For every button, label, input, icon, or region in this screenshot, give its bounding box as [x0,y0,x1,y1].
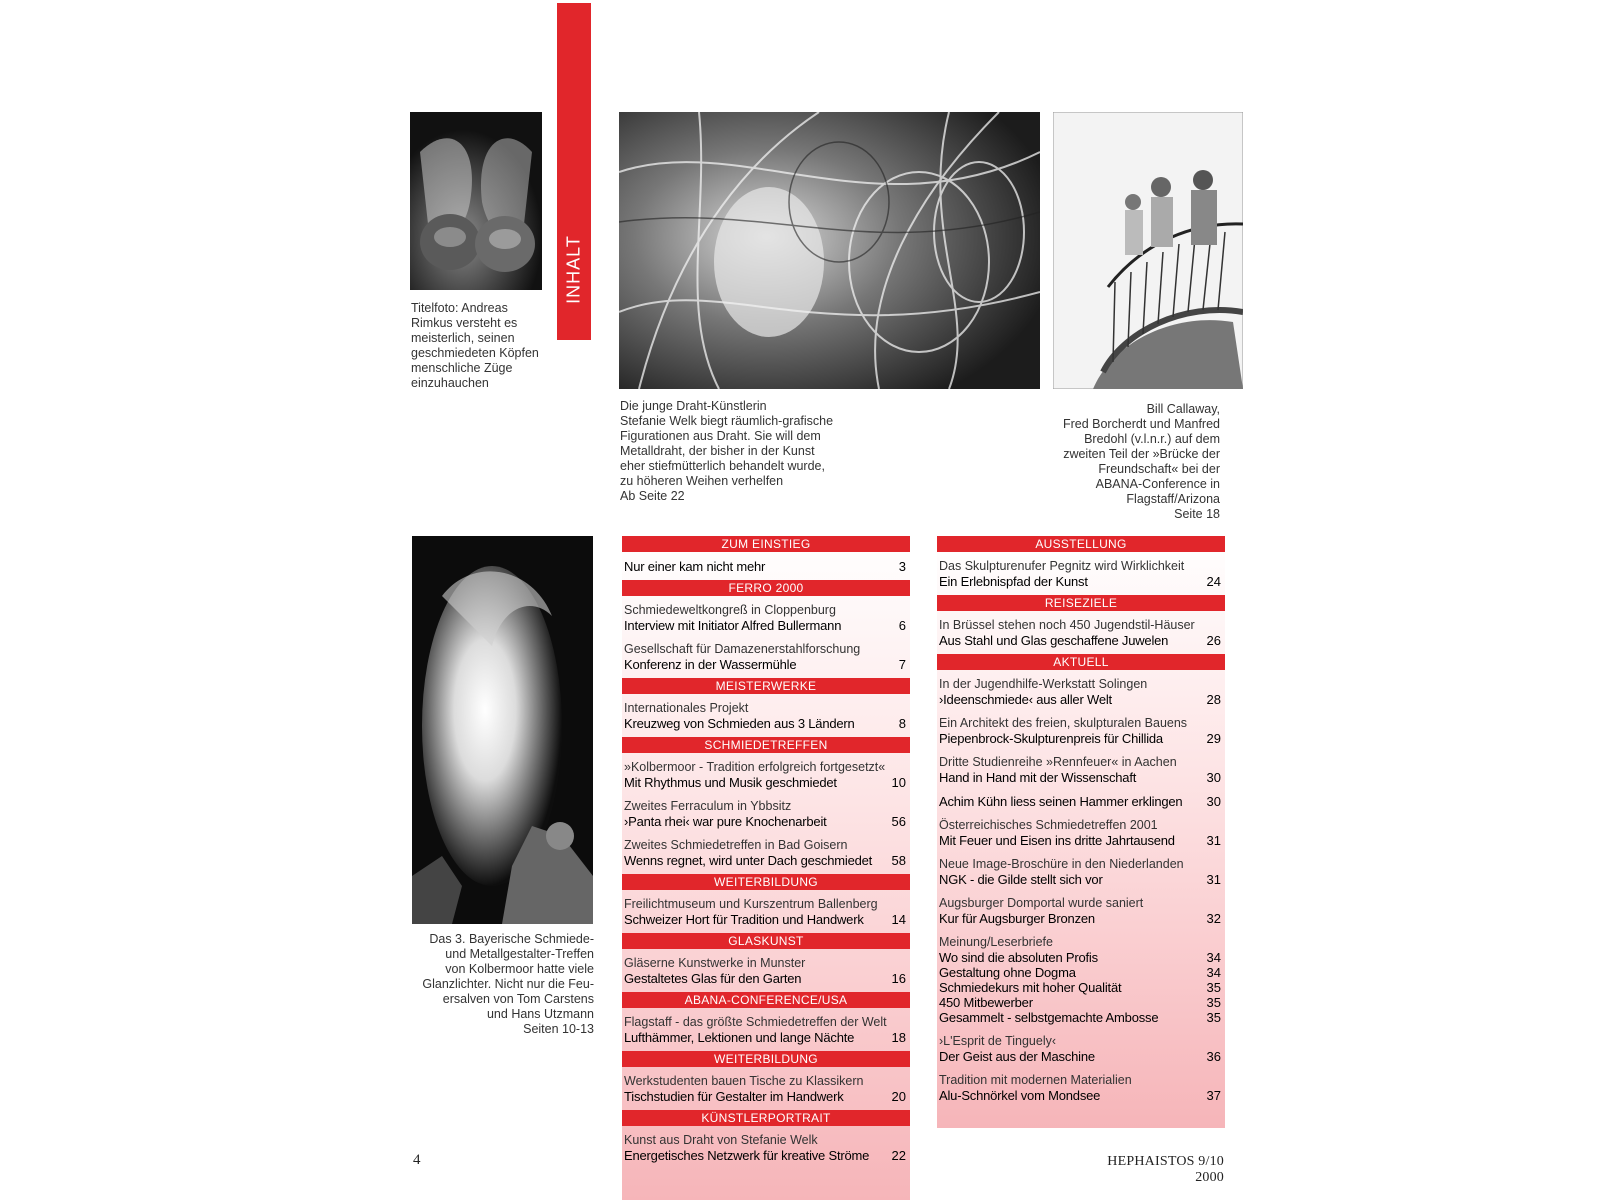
toc-entry-page: 58 [891,853,906,868]
caption-fire: Das 3. Bayerische Schmiede- und Metallgestalter-Treffen von Kolbermoor hatte viele Glanzlichter. Nicht nur die Feu- ersalven von Tom Carstens und Hans Utzmann Seiten 10-13 [422,932,594,1036]
caption-wire-artist: Die junge Draht-Künstlerin Stefanie Welk biegt räumlich-grafische Figurationen aus Draht. Sie will dem Metalldraht, der bisher in der Kunst eher stiefmütterlich behandelt wurde, zu höheren Weihen verhelfen Ab Seite 22 [620,399,834,503]
toc-entry-title: Konferenz in der Wassermühle [624,657,797,672]
toc-entry-kicker: Schmiedeweltkongreß in Cloppenburg [624,603,836,617]
toc-column-left [622,536,910,1200]
toc-entry-kicker: Werkstudenten bauen Tische zu Klassikern [624,1074,864,1088]
toc-entry[interactable] [937,855,1225,889]
toc-section-header: SCHMIEDETREFFEN [622,737,910,753]
toc-entry-page: 28 [1206,692,1221,707]
toc-entry-page: 10 [891,775,906,790]
toc-section-header: GLASKUNST [622,933,910,949]
toc-entry[interactable] [622,601,910,635]
toc-entry-title: Wenns regnet, wird unter Dach geschmiedet [624,853,873,868]
toc-entry-line [939,965,1221,980]
toc-entry-page: 30 [1206,770,1221,785]
toc-entry-line [939,980,1221,995]
toc-entry-page: 32 [1206,911,1221,926]
toc-section-header: AUSSTELLUNG [937,536,1225,552]
toc-entry-kicker: Ein Architekt des freien, skulpturalen Bauens [939,716,1188,730]
toc-entry-line [939,911,1221,926]
photo-wire-artist [619,112,1040,389]
toc-entry-kicker: ›L'Esprit de Tinguely‹ [939,1034,1057,1048]
toc-entry-title: Achim Kühn liess seinen Hammer erklingen [939,794,1183,809]
toc-entry-title: Kur für Augsburger Bronzen [939,911,1095,926]
toc-entry-title: Kreuzweg von Schmieden aus 3 Ländern [624,716,855,731]
toc-entry-title: Ein Erlebnispfad der Kunst [939,574,1088,589]
photo-fire-breathers [412,536,593,924]
toc-entry-line [939,574,1221,589]
toc-entry[interactable] [622,954,910,988]
toc-entry-line [939,1088,1221,1103]
toc-entry-line [939,633,1221,648]
toc-entry-page: 18 [891,1030,906,1045]
toc-entry-page: 16 [891,971,906,986]
toc-entry-page: 36 [1206,1049,1221,1064]
toc-entry-line [624,657,906,672]
toc-entry-page: 31 [1206,872,1221,887]
toc-entry-line [624,912,906,927]
toc-entry-title: Tischstudien für Gestalter im Handwerk [624,1089,844,1104]
toc-section-header: REISEZIELE [937,595,1225,611]
inhalt-sidebar [557,3,591,340]
toc-section-header: WEITERBILDUNG [622,1051,910,1067]
toc-entry[interactable] [622,1013,910,1047]
title-photo-forged-heads [410,112,542,290]
toc-entry-page: 29 [1206,731,1221,746]
toc-entry-line [939,995,1221,1010]
toc-entry-page: 20 [891,1089,906,1104]
toc-entry-line [624,1148,906,1163]
toc-entry-page: 3 [898,559,906,574]
toc-section-header: WEITERBILDUNG [622,874,910,890]
toc-entry-title: Der Geist aus der Maschine [939,1049,1095,1064]
toc-entry-line [939,1010,1221,1025]
toc-entry[interactable] [622,699,910,733]
toc-entry-title: Aus Stahl und Glas geschaffene Juwelen [939,633,1169,648]
toc-entry-page: 56 [891,814,906,829]
toc-entry-line [939,731,1221,746]
toc-entry-line [939,692,1221,707]
toc-entry[interactable] [937,933,1225,1027]
toc-entry-title: Schmiedekurs mit hoher Qualität [939,980,1122,995]
toc-entry-title: Gestaltetes Glas für den Garten [624,971,802,986]
toc-entry-title: Mit Feuer und Eisen ins dritte Jahrtausend [939,833,1175,848]
toc-entry[interactable] [622,836,910,870]
toc-entry-line [624,618,906,633]
wire-artist-image [619,112,1040,389]
toc-entry-kicker: Kunst aus Draht von Stefanie Welk [624,1133,818,1147]
toc-entry-title: Gestaltung ohne Dogma [939,965,1076,980]
toc-section-header: KÜNSTLERPORTRAIT [622,1110,910,1126]
forged-heads-image [410,112,542,290]
toc-entry-page: 35 [1206,995,1221,1010]
toc-entry-line [939,872,1221,887]
toc-entry-page: 35 [1206,980,1221,995]
toc-entry-kicker: Dritte Studienreihe »Rennfeuer« in Aachen [939,755,1177,769]
toc-entry-kicker: Meinung/Leserbriefe [939,935,1053,949]
toc-section-header: ZUM EINSTIEG [622,536,910,552]
toc-entry-kicker: Augsburger Domportal wurde saniert [939,896,1144,910]
toc-entry-title: NGK - die Gilde stellt sich vor [939,872,1103,887]
toc-entry-kicker: »Kolbermoor - Tradition erfolgreich fortgesetzt« [624,760,886,774]
toc-entry-title: 450 Mitbewerber [939,995,1033,1010]
toc-entry-line [939,794,1221,809]
toc-entry[interactable] [937,792,1225,811]
toc-entry-page: 35 [1206,1010,1221,1025]
toc-entry-kicker: Freilichtmuseum und Kurszentrum Ballenberg [624,897,878,911]
toc-entry[interactable] [622,557,910,576]
toc-entry[interactable] [937,894,1225,928]
toc-entry[interactable] [937,557,1225,591]
staircase-image [1053,112,1243,389]
toc-entry-line [939,833,1221,848]
toc-entry-page: 7 [898,657,906,672]
toc-entry[interactable] [937,714,1225,748]
toc-section-header: FERRO 2000 [622,580,910,596]
toc-entry-page: 37 [1206,1088,1221,1103]
toc-entry-line [939,770,1221,785]
toc-entry-line [624,971,906,986]
page-number: 4 [413,1152,421,1168]
toc-entry-kicker: Zweites Schmiedetreffen in Bad Goisern [624,838,848,852]
toc-entry-kicker: Gesellschaft für Damazenerstahlforschung [624,642,861,656]
toc-entry[interactable] [622,895,910,929]
magazine-folio: HEPHAISTOS 9/10 2000 [1107,1154,1224,1185]
toc-entry-line [624,853,906,868]
fire-image [412,536,593,924]
toc-entry-kicker: In der Jugendhilfe-Werkstatt Solingen [939,677,1148,691]
toc-entry-page: 14 [891,912,906,927]
toc-entry-title: Wo sind die absoluten Profis [939,950,1098,965]
toc-entry[interactable] [937,1071,1225,1105]
photo-staircase-bridge [1053,112,1243,389]
toc-entry-line [624,1030,906,1045]
toc-entry-title: Schweizer Hort für Tradition und Handwerk [624,912,864,927]
toc-entry[interactable] [622,797,910,831]
toc-entry-kicker: Österreichisches Schmiedetreffen 2001 [939,818,1158,832]
toc-entry-line [939,1049,1221,1064]
toc-entry-kicker: Zweites Ferraculum in Ybbsitz [624,799,792,813]
toc-entry-page: 6 [898,618,906,633]
toc-entry-page: 24 [1206,574,1221,589]
toc-entry[interactable] [622,758,910,792]
caption-title-photo: Titelfoto: Andreas Rimkus versteht es meisterlich, seinen geschmiedeten Köpfen menschliche Züge einzuhauchen [411,301,539,390]
toc-entry-title: Hand in Hand mit der Wissenschaft [939,770,1137,785]
toc-entry-page: 8 [898,716,906,731]
toc-entry[interactable] [937,816,1225,850]
toc-entry-line [624,814,906,829]
toc-entry-line [624,559,906,574]
toc-entry-title: ›Panta rhei‹ war pure Knochenarbeit [624,814,827,829]
inhalt-label: INHALT [563,235,584,304]
toc-entry-line [939,950,1221,965]
toc-entry[interactable] [937,616,1225,650]
toc-entry-kicker: Flagstaff - das größte Schmiedetreffen der Welt [624,1015,887,1029]
toc-entry-kicker: Neue Image-Broschüre in den Niederlanden [939,857,1184,871]
toc-entry-page: 22 [891,1148,906,1163]
toc-entry-line [624,716,906,731]
toc-entry-kicker: Das Skulpturenufer Pegnitz wird Wirklichkeit [939,559,1185,573]
toc-entry-kicker: Gläserne Kunstwerke in Munster [624,956,806,970]
toc-section-header: ABANA-CONFERENCE/USA [622,992,910,1008]
toc-entry[interactable] [622,1072,910,1106]
toc-entry-kicker: Tradition mit modernen Materialien [939,1073,1132,1087]
toc-entry-line [624,1089,906,1104]
caption-callaway: Bill Callaway, Fred Borcherdt und Manfred Bredohl (v.l.n.r.) auf dem zweiten Teil der »Brücke der Freundschaft« bei der ABANA-Conference in Flagstaff/Arizona Seite 18 [1062,402,1220,521]
toc-column-right [937,536,1225,1128]
toc-entry-kicker: Internationales Projekt [624,701,749,715]
toc-entry[interactable] [622,1131,910,1165]
toc-section-header: AKTUELL [937,654,1225,670]
toc-entry-page: 26 [1206,633,1221,648]
toc-entry-title: Piepenbrock-Skulpturenpreis für Chillida [939,731,1163,746]
toc-entry-title: Nur einer kam nicht mehr [624,559,766,574]
toc-entry[interactable] [937,675,1225,709]
toc-entry-page: 30 [1206,794,1221,809]
toc-entry[interactable] [937,1032,1225,1066]
toc-entry-page: 34 [1206,965,1221,980]
toc-entry-title: Gesammelt - selbstgemachte Ambosse [939,1010,1159,1025]
toc-entry-kicker: In Brüssel stehen noch 450 Jugendstil-Häuser [939,618,1195,632]
toc-entry-page: 31 [1206,833,1221,848]
toc-entry-line [624,775,906,790]
toc-entry[interactable] [937,753,1225,787]
toc-entry[interactable] [622,640,910,674]
toc-entry-title: Lufthämmer, Lektionen und lange Nächte [624,1030,855,1045]
toc-entry-title: Alu-Schnörkel vom Mondsee [939,1088,1101,1103]
toc-entry-title: Interview mit Initiator Alfred Bullermann [624,618,842,633]
toc-entry-page: 34 [1206,950,1221,965]
toc-entry-title: ›Ideenschmiede‹ aus aller Welt [939,692,1112,707]
toc-entry-title: Mit Rhythmus und Musik geschmiedet [624,775,837,790]
toc-section-header: MEISTERWERKE [622,678,910,694]
toc-entry-title: Energetisches Netzwerk für kreative Ströme [624,1148,870,1163]
